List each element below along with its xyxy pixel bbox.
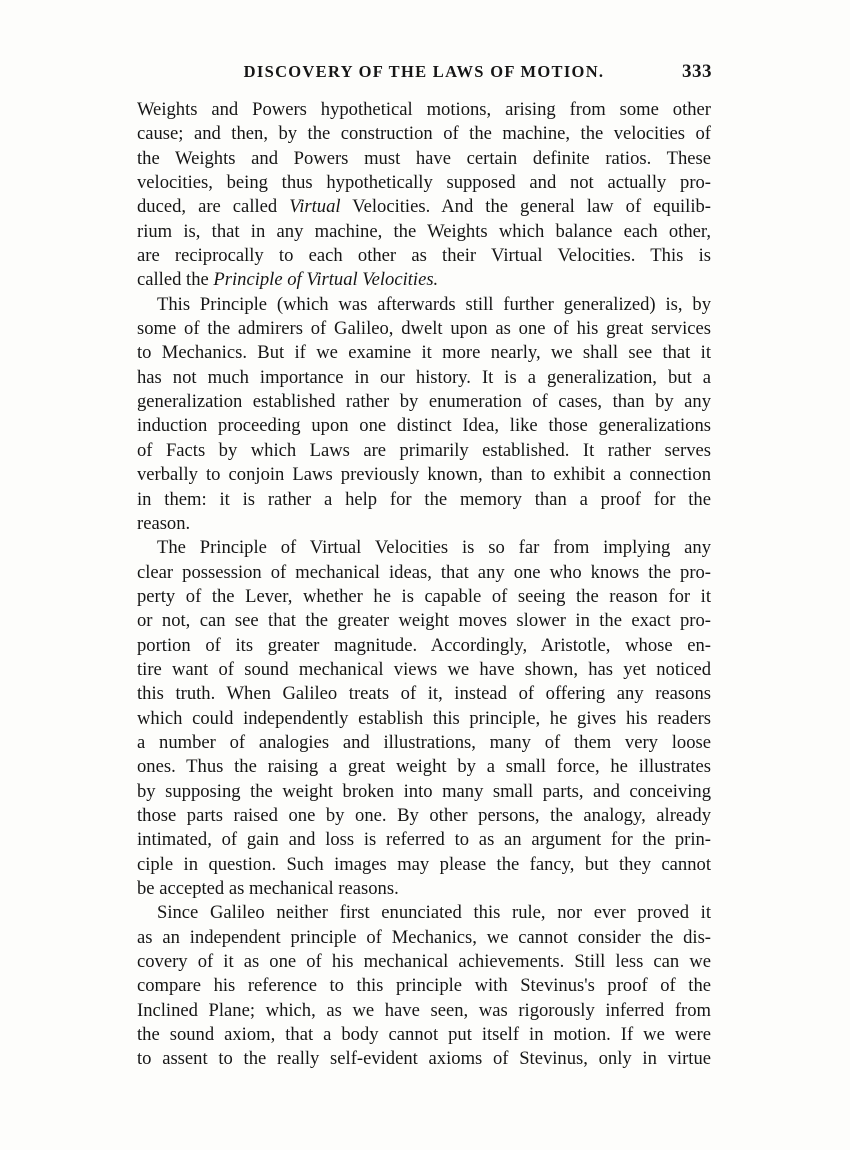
text-line: [137, 98, 711, 122]
text-line: [137, 901, 711, 925]
paragraph: [137, 98, 711, 293]
text-line: [137, 828, 711, 852]
text-run: be accepted as mechanical reasons.: [137, 878, 399, 899]
text-run: perty of the Lever, whether he is capable of seeing the reason for it: [137, 585, 711, 607]
text-line: [137, 220, 711, 244]
text-line: [137, 244, 711, 268]
text-line: [137, 439, 711, 463]
paragraph: [137, 293, 711, 536]
text-line: [137, 561, 711, 585]
italic-text: Principle of Virtual Velocities.: [213, 269, 439, 291]
text-line: [137, 585, 711, 609]
text-run: generalization established rather by enumeration of cases, than by any: [137, 391, 711, 413]
text-run: or not, can see that the greater weight moves slower in the exact pro-: [137, 610, 711, 632]
text-line: [137, 731, 711, 755]
text-run: tire want of sound mechanical views we have shown, has yet noticed: [137, 658, 711, 680]
text-line: [137, 268, 711, 292]
text-line: [137, 804, 711, 828]
text-line: [137, 414, 711, 438]
text-line: [137, 195, 711, 219]
text-line: [137, 755, 711, 779]
text-line: [137, 317, 711, 341]
text-run: portion of its greater magnitude. Accordingly, Aristotle, whose en-: [137, 634, 711, 656]
text-line: [137, 463, 711, 487]
text-line: [137, 999, 711, 1023]
text-line: [137, 974, 711, 998]
text-run: The Principle of Virtual Velocities is so far from implying any: [157, 537, 711, 559]
text-run: in them: it is rather a help for the memory than a proof for the: [137, 488, 711, 510]
text-run: to Mechanics. But if we examine it more nearly, we shall see that it: [137, 342, 711, 364]
text-run: cause; and then, by the construction of the machine, the velocities of: [137, 123, 711, 145]
text-run: intimated, of gain and loss is referred to as an argument for the prin-: [137, 829, 711, 851]
text-line: [137, 853, 711, 877]
text-line: [137, 171, 711, 195]
text-run: compare his reference to this principle with Stevinus's proof of the: [137, 975, 711, 997]
text-run: verbally to conjoin Laws previously known, than to exhibit a connection: [137, 464, 711, 486]
text-run: Inclined Plane; which, as we have seen, was rigorously inferred from: [137, 999, 711, 1021]
body-text: [137, 98, 711, 1072]
text-run: rium is, that in any machine, the Weights which balance each other,: [137, 220, 711, 242]
text-run: some of the admirers of Galileo, dwelt upon as one of his great services: [137, 318, 711, 340]
text-line: [137, 122, 711, 146]
text-line: [137, 950, 711, 974]
text-run: called the: [137, 269, 214, 291]
text-run: has not much importance in our history. It is a generalization, but a: [137, 366, 711, 388]
text-run: covery of it as one of his mechanical achievements. Still less can we: [137, 951, 711, 973]
text-line: [137, 341, 711, 365]
text-line: [137, 366, 711, 390]
text-line: [137, 512, 711, 536]
text-line: [137, 1047, 711, 1071]
text-line: [137, 780, 711, 804]
text-line: [137, 536, 711, 560]
text-run: induction proceeding upon one distinct Idea, like those generalizations: [137, 415, 711, 437]
text-line: [137, 293, 711, 317]
text-line: [137, 658, 711, 682]
text-line: [137, 147, 711, 171]
text-run: by supposing the weight broken into many small parts, and conceiving: [137, 780, 711, 802]
text-line: [137, 707, 711, 731]
text-run: Velocities. And the general law of equilib-: [340, 196, 711, 218]
paragraph: [137, 536, 711, 901]
text-run: to assent to the really self-evident axioms of Stevinus, only in virtue: [137, 1048, 711, 1070]
text-line: [137, 634, 711, 658]
text-run: ciple in question. Such images may please the fancy, but they cannot: [137, 853, 711, 875]
italic-text: Virtual: [289, 196, 341, 218]
text-run: the sound axiom, that a body cannot put itself in motion. If we were: [137, 1024, 711, 1046]
text-line: [137, 390, 711, 414]
paragraph: [137, 901, 711, 1071]
page-number: 333: [682, 61, 712, 82]
text-run: velocities, being thus hypothetically supposed and not actually pro-: [137, 172, 711, 194]
text-line: [137, 488, 711, 512]
text-run: of Facts by which Laws are primarily established. It rather serves: [137, 439, 711, 461]
text-run: the Weights and Powers must have certain definite ratios. These: [137, 147, 711, 169]
text-run: This Principle (which was afterwards still further generalized) is, by: [157, 293, 711, 315]
page-header: [136, 62, 712, 86]
text-line: [137, 609, 711, 633]
text-run: Weights and Powers hypothetical motions, arising from some other: [137, 99, 711, 120]
text-run: which could independently establish this principle, he gives his readers: [137, 707, 711, 729]
text-run: those parts raised one by one. By other persons, the analogy, already: [137, 804, 711, 826]
text-run: Since Galileo neither first enunciated this rule, nor ever proved it: [157, 902, 711, 924]
text-run: this truth. When Galileo treats of it, instead of offering any reasons: [137, 683, 711, 705]
text-run: reason.: [137, 512, 191, 534]
text-run: ones. Thus the raising a great weight by a small force, he illustrates: [137, 756, 711, 778]
text-line: [137, 877, 711, 901]
running-title: DISCOVERY OF THE LAWS OF MOTION.: [243, 62, 605, 81]
text-run: duced, are called: [137, 196, 290, 218]
text-run: are reciprocally to each other as their Virtual Velocities. This is: [137, 245, 711, 267]
text-line: [137, 926, 711, 950]
text-line: [137, 1023, 711, 1047]
text-run: as an independent principle of Mechanics, we cannot consider the dis-: [137, 926, 711, 948]
text-line: [137, 682, 711, 706]
text-run: clear possession of mechanical ideas, that any one who knows the pro-: [137, 561, 711, 583]
text-run: a number of analogies and illustrations, many of them very loose: [137, 731, 711, 753]
